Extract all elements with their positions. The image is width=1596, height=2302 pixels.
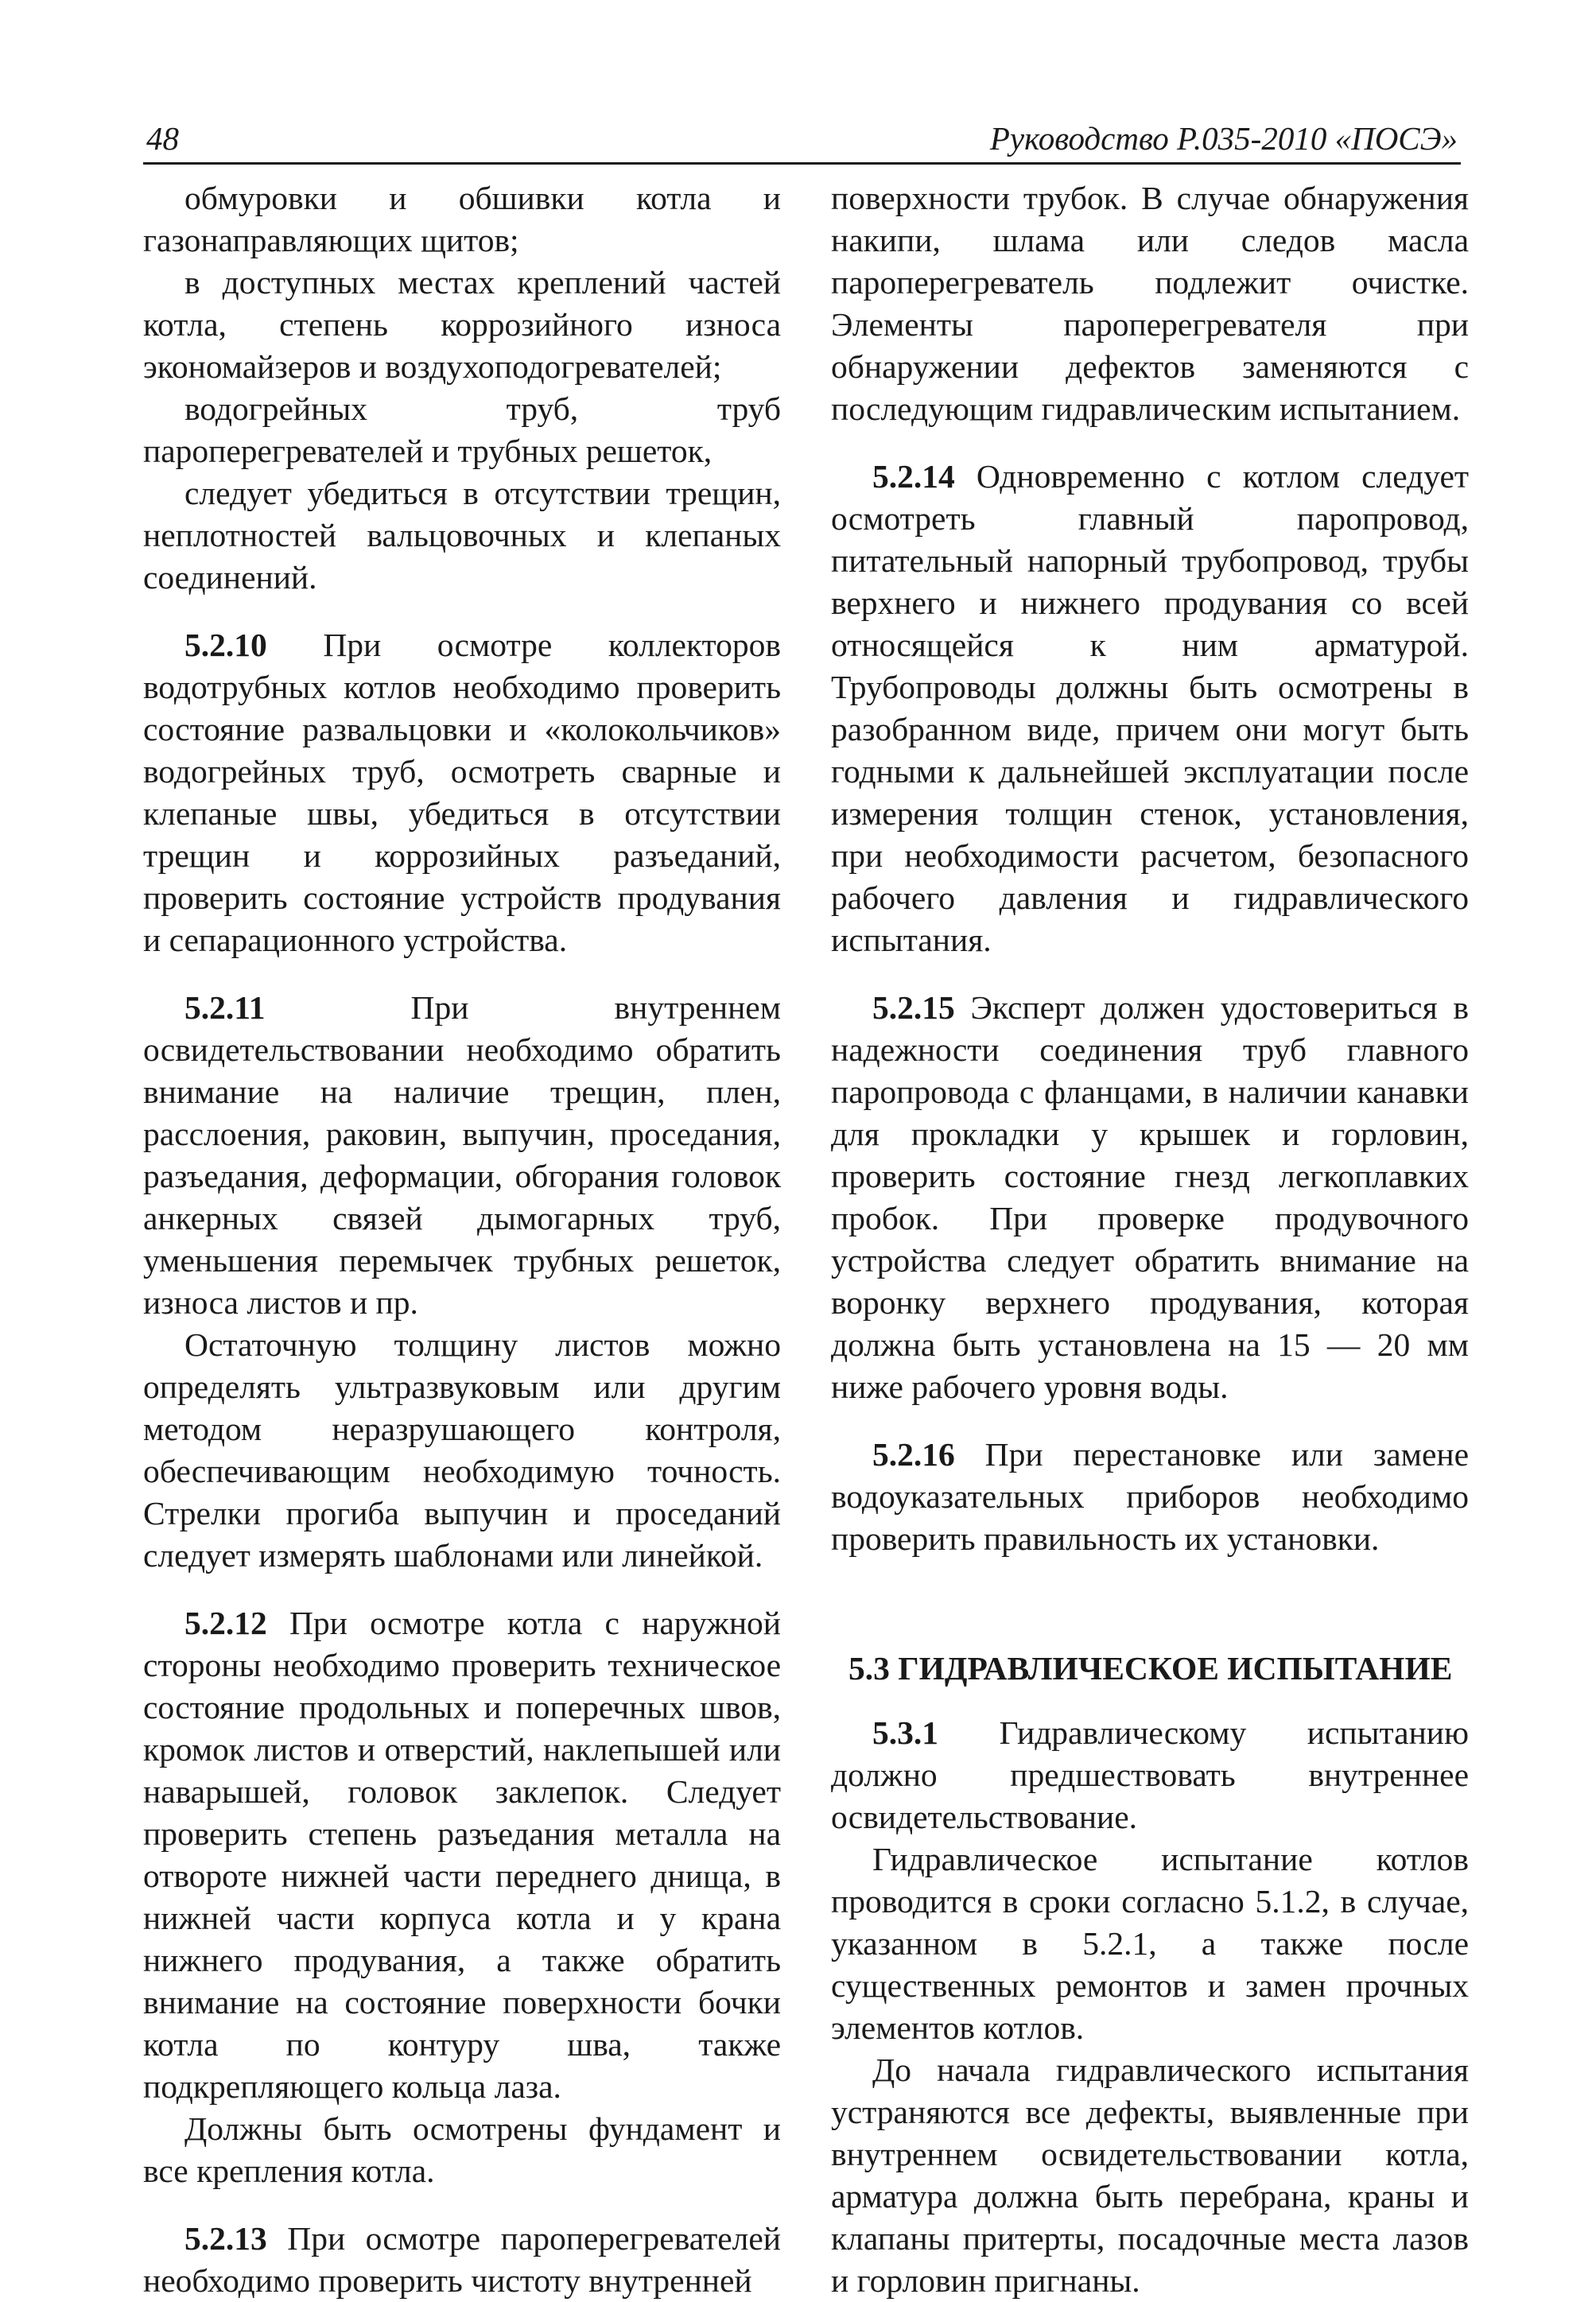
paragraph: следует убедиться в отсутствии трещин, неплотностей вальцовочных и клепаных соединений. xyxy=(143,475,781,596)
paragraph-continued: поверхности трубок. В случае обнаружения накипи, шлама или следов масла пароперегреватель подлежит очистке. Элементы пароперегревателя при обнаружении дефектов заменяются с последующим гидравлическим испытанием. xyxy=(831,180,1469,427)
running-title: Руководство Р.035-2010 «ПОСЭ» xyxy=(989,120,1458,157)
running-header xyxy=(143,118,1461,165)
clause-text: Гидравлическому испытанию должно предшествовать внутреннее освидетельствование. xyxy=(831,1714,1469,1835)
paragraph: обмуровки и обшивки котла и газонаправляющих щитов; xyxy=(143,180,781,258)
page-number: 48 xyxy=(146,120,179,157)
clause-number: 5.2.14 xyxy=(872,458,955,495)
clause-5-2-13 xyxy=(143,2218,781,2302)
clause-number: 5.2.10 xyxy=(184,627,267,663)
clause-5-2-15 xyxy=(831,987,1469,1408)
clause-text: При осмотре котла с наружной стороны необходимо проверить техническое состояние продольных и поперечных швов, кромок листов и отверстий, наклепышей или наварышей, головок заклепок. Следует проверить степень разъедания металла на отвороте нижней части переднего днища, в нижней части корпуса котла и у крана нижнего продувания, а также обратить внимание на состояние поверхности бочки котла по контуру шва, также подкрепляющего кольца лаза. xyxy=(143,1605,781,2105)
paragraph: Остаточную толщину листов можно определять ультразвуковым или другим методом неразрушающего контроля, обеспечивающим необходимую точность. Стрелки прогиба выпучин и проседаний следует измерять шаблонами или линейкой. xyxy=(143,1326,781,1574)
clause-5-2-11 xyxy=(143,987,781,1324)
right-column xyxy=(831,177,1469,2302)
left-column xyxy=(143,177,781,2302)
clause-5-2-16 xyxy=(831,1434,1469,1560)
clause-number: 5.2.12 xyxy=(184,1605,267,1641)
clause-text: При перестановке или замене водоуказательных приборов необходимо проверить правильность их установки. xyxy=(831,1436,1469,1557)
clause-5-2-14 xyxy=(831,456,1469,961)
clause-number: 5.3.1 xyxy=(872,1714,938,1751)
paragraph: в доступных местах креплений частей котла, степень коррозийного износа экономайзеров и воздухоподогревателей; xyxy=(143,264,781,385)
clause-number: 5.2.11 xyxy=(184,989,266,1026)
clause-number: 5.2.15 xyxy=(872,989,955,1026)
clause-text: Эксперт должен удостовериться в надежности соединения труб главного паропровода с фланцами, в наличии канавки для прокладки у крышек и горловин, проверить состояние гнезд легкоплавких пробок. При проверке продувочного устройства следует обратить внимание на воронку верхнего продувания, которая должна быть установлена на 15 — 20 мм ниже рабочего уровня воды. xyxy=(831,989,1469,1405)
section-heading: 5.3 ГИДРАВЛИЧЕСКОЕ ИСПЫТАНИЕ xyxy=(848,1650,1453,1687)
clause-text: При осмотре пароперегревателей необходимо проверить чистоту внутренней xyxy=(143,2220,781,2299)
clause-5-2-12 xyxy=(143,1602,781,2108)
clause-number: 5.2.13 xyxy=(184,2220,267,2257)
paragraph: водогрейных труб, труб пароперегревателей и трубных решеток, xyxy=(143,390,781,469)
clause-number: 5.2.16 xyxy=(872,1436,955,1473)
paragraph: До начала гидравлического испытания устраняются все дефекты, выявленные при внутреннем освидетельствовании котла, арматура должна быть перебрана, краны и клапаны притерты, посадочные места лазов и горловин пригнаны. xyxy=(831,2052,1469,2299)
paragraph: Должны быть осмотрены фундамент и все крепления котла. xyxy=(143,2110,781,2189)
clause-text: При внутреннем освидетельствовании необходимо обратить внимание на наличие трещин, плен, расслоения, раковин, выпучин, проседания, разъедания, деформации, обгорания головок анкерных связей дымогарных труб, уменьшения перемычек трубных решеток, износа листов и пр. xyxy=(143,989,781,1321)
clause-5-2-10 xyxy=(143,624,781,961)
paragraph: Гидравлическое испытание котлов проводится в сроки согласно 5.1.2, в случае, указанном в 5.2.1, а также после существенных ремонтов и замен прочных элементов котлов. xyxy=(831,1841,1469,2046)
clause-5-3-1 xyxy=(831,1712,1469,1838)
clause-text: Одновременно с котлом следует осмотреть главный паропровод, питательный напорный трубопровод, трубы верхнего и нижнего продувания со всей относящейся к ним арматурой. Трубопроводы должны быть осмотрены в разобранном виде, причем они могут быть годными к дальнейшей эксплуатации после измерения толщин стенок, установления, при необходимости расчетом, безопасного рабочего давления и гидравлического испытания. xyxy=(831,458,1469,958)
clause-text: При осмотре коллекторов водотрубных котлов необходимо проверить состояние развальцовки и «колокольчиков» водогрейных труб, осмотреть сварные и клепаные швы, убедиться в отсутствии трещин и коррозийных разъеданий, проверить состояние устройств продувания и сепарационного устройства. xyxy=(143,627,781,958)
